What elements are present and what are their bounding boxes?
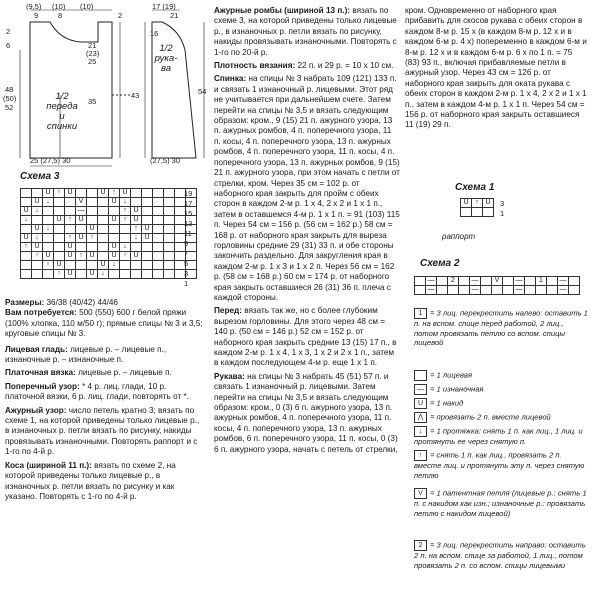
k2tog-icon: ⋀ bbox=[414, 412, 427, 423]
chart-cell: U bbox=[120, 189, 131, 198]
cell-knit bbox=[472, 208, 483, 217]
front-side-num-1: 21 bbox=[88, 41, 97, 50]
chart-cell: U bbox=[54, 261, 65, 270]
chart-cell bbox=[98, 216, 109, 225]
sleeve-label: 1/2 рука- ва bbox=[154, 43, 178, 74]
chart-cell bbox=[76, 189, 87, 198]
chart-cell bbox=[547, 277, 558, 286]
front-outline bbox=[30, 22, 112, 158]
chart-cell bbox=[131, 270, 142, 279]
chart-cell: ↑ bbox=[109, 189, 120, 198]
chart-cell bbox=[131, 198, 142, 207]
front-side-num-3: 25 bbox=[88, 57, 97, 66]
chart-cell bbox=[98, 252, 109, 261]
schema2-title: Схема 2 bbox=[420, 258, 460, 269]
chart-cell bbox=[131, 261, 142, 270]
schema3-row-number: 1 bbox=[184, 279, 189, 288]
chart-cell: 1 bbox=[536, 277, 547, 286]
chart-cell: ↑ bbox=[54, 189, 65, 198]
schema1-row-1: 1 bbox=[500, 209, 505, 218]
chart-cell bbox=[142, 261, 153, 270]
chart-cell bbox=[481, 286, 492, 295]
chart-cell bbox=[142, 243, 153, 252]
chart-cell: U bbox=[142, 225, 153, 234]
schema3-row-number: 13 bbox=[184, 219, 193, 228]
chart-cell bbox=[65, 198, 76, 207]
chart-cell: U bbox=[76, 234, 87, 243]
chart-cell bbox=[120, 270, 131, 279]
chart-cell bbox=[120, 234, 131, 243]
chart-cell: — bbox=[559, 286, 567, 293]
chart-cell bbox=[153, 207, 164, 216]
chart-cell: ↑ bbox=[87, 234, 98, 243]
chart-cell bbox=[98, 225, 109, 234]
rapport-label: раппорт bbox=[442, 232, 476, 241]
chart-cell bbox=[21, 225, 32, 234]
chart-cell: — bbox=[471, 286, 479, 293]
chart-cell: U bbox=[109, 216, 120, 225]
chart-cell bbox=[21, 198, 32, 207]
chart-cell bbox=[131, 243, 142, 252]
chart-cell bbox=[164, 207, 175, 216]
chart-cell bbox=[547, 286, 558, 295]
chart-cell bbox=[153, 243, 164, 252]
front-top-num-5: (10) bbox=[80, 2, 94, 11]
chart-cell bbox=[153, 270, 164, 279]
chart-cell: U bbox=[21, 207, 32, 216]
chart-cell bbox=[437, 286, 448, 295]
chart-cell bbox=[32, 189, 43, 198]
chart-cell bbox=[525, 286, 536, 295]
chart-cell bbox=[142, 198, 153, 207]
chart-cell bbox=[164, 252, 175, 261]
chart-cell: U bbox=[131, 252, 142, 261]
schema2-grid bbox=[414, 276, 580, 295]
chart-cell: ↓ bbox=[32, 207, 43, 216]
schema3-row-number: 3 bbox=[184, 269, 189, 278]
chart-cell bbox=[32, 270, 43, 279]
chart-cell bbox=[98, 234, 109, 243]
patent-stitch-icon: V bbox=[414, 488, 427, 499]
chart-cell: ↑ bbox=[65, 234, 76, 243]
chart-cell: U bbox=[131, 207, 142, 216]
chart-cell bbox=[98, 198, 109, 207]
front-top-right: 2 bbox=[118, 11, 123, 20]
chart-cell bbox=[481, 277, 492, 286]
schema3-row-number: 17 bbox=[184, 199, 193, 208]
chart-cell: ↓ bbox=[109, 261, 120, 270]
chart-cell: V bbox=[76, 198, 87, 207]
chart-cell bbox=[164, 189, 175, 198]
chart-cell: ↑ bbox=[120, 252, 131, 261]
chart-cell bbox=[142, 270, 153, 279]
chart-cell bbox=[569, 277, 580, 286]
front-top-num-4: 8 bbox=[58, 11, 63, 20]
chart-cell bbox=[120, 261, 131, 270]
chart-cell: — bbox=[515, 277, 523, 284]
chart-cell bbox=[43, 234, 54, 243]
sleeve-h-mid: 16 bbox=[150, 29, 159, 38]
front-left-num-1: 2 bbox=[6, 27, 11, 36]
chart-cell bbox=[153, 234, 164, 243]
chart-cell bbox=[21, 252, 32, 261]
middle-text-column: Ажурные ромбы (шириной 13 п.): вязать по схеме 3, на которой приведены только лицевые р., в изнаночных р. петли вязать по рисунку, накиды провязывать изнаночными. Повторять с 1-го по 20-й р. Плотность вязания: 22 п. и 29 р. = 10 х 10 см. Спинка: на спицы № 3 набрать 109 (121) 133 п. и связать 1 изнаночный р. лицевыми. Этот ряд не учитывается при дальнейшем счете. Затем перейти на спицы № 3,5 и вязать следующим образом: кром., 9 (15) 21 п. ажурного узора, 13 п. ажурных ромбов, 4 п. поперечного узора, 11 п. косы, 4 п. поперечного узора, 13 п. ажурных ромбов, 4 п. поперечного узора, 11 п. косы, 4 п. поперечного узора, 13 п. ажурных ромбов, 9 (15) 21 п. ажурного узора, при этом начать с петли от стрелки, кром. Через 35 см = 102 р. от наборного края закрыть для пройм с обеих сторон в каждом 2-м р. 1 х 4, 2 х 2 и 1 х 1 п., затем в оставшемся 4-м р. 1 х 1 п. = 91 (103) 115 п. Через 54 см = 156 р. (56 см = 162 р.) 58 см = 168 р. от наборного края закрыть для выреза горловины средние 29 (31) 33 п. и обе стороны закончить раздельно. Для закругления края в каждом 2-м р. 1 х 3 и 1 х 2 п. Через 56 см = 162 р. (58 см = 168 р.) 60 см = 174 р. от наборного края закрыть оставшиеся 26 (31) 36 п. плеча с каждой стороны. Перед: вязать так же, но с более глубоким вырезом горловины. Для этого через 48 см = 140 р. (50 см = 146 р.) 52 см = 152 р. от наборного края закрыть средние 13 (15) 17 п., в каждом 2-м р. 1 х 4, 1 х 3, 1 х 2 и 2 х 1 п., затем в каждом последующем 4-м р. еще 1 х 1 п. Рукава: на спицы № 3 набрать 45 (51) 57 п. и связать 1 изнаночный р. лицевыми. Затем перейти на спицы № 3,5 и вязать следующим образом: кром., 0 (3) 6 п. ажурного узора, 13 п. ажурных ромбов, 4 п. поперечного узора, 11 п. косы, 4 п. поперечного узора, 13 п. ажурных ромбов, 6 п. поперечного узора, 11 п. косы, 0 (3) 6 п. ажурного узора, начать с петель от стрелки, bbox=[214, 6, 400, 454]
chart-cell bbox=[109, 207, 120, 216]
chart-cell bbox=[87, 189, 98, 198]
sk2p-icon: ↑ bbox=[414, 450, 427, 461]
chart-cell: — bbox=[427, 277, 435, 284]
chart-cell: ↑ bbox=[65, 216, 76, 225]
chart-cell bbox=[164, 243, 175, 252]
chart-cell bbox=[21, 261, 32, 270]
schema3-row-number: 7 bbox=[184, 249, 189, 258]
chart-cell bbox=[415, 277, 426, 286]
chart-cell bbox=[109, 225, 120, 234]
cell-knit bbox=[461, 208, 472, 217]
chart-cell: ↓ bbox=[131, 234, 142, 243]
chart-cell bbox=[87, 243, 98, 252]
schema1-row-3: 3 bbox=[500, 199, 505, 208]
chart-cell bbox=[32, 261, 43, 270]
chart-cell bbox=[120, 225, 131, 234]
chart-cell bbox=[21, 189, 32, 198]
chart-cell: ↑ bbox=[120, 216, 131, 225]
chart-cell bbox=[448, 286, 459, 295]
sleeve-top2: 21 bbox=[170, 11, 179, 20]
sleeve-h-left: 43 bbox=[131, 91, 140, 100]
front-height-1: 48 bbox=[5, 85, 14, 94]
chart-cell bbox=[164, 216, 175, 225]
schema3-row-number: 5 bbox=[184, 259, 189, 268]
chart-cell bbox=[43, 270, 54, 279]
cell-yo: U bbox=[483, 199, 494, 208]
front-height-mid: 35 bbox=[88, 97, 97, 106]
chart-cell: U bbox=[21, 234, 32, 243]
chart-cell bbox=[142, 252, 153, 261]
chart-cell: ↓ bbox=[21, 216, 32, 225]
symbol-legend: 1 = 3 лиц. перекрестить налево: оставить 1 п. на вспом. спице перед работой, 2 лиц., потом провязать петлю со вспом. спицы лицевой = 1 лицевая — = 1 изнаночная U = 1 накид ⋀ = провязать 2 п. вместе лицевой ↓ = 1 протяжка: снять 1 п. как лиц., 1 лиц. и протянуть ее через снятую п. ↑ = снять 1 п. как лиц., провязать 2 п. вместе лиц. и протянуть эту п. через снятую петлю V = 1 патентная петля (лицевые р.: снять 1 п. с накидом как изн.; изнаночные р.: провязать петлю с накидом лицевой) 2 = 3 лиц. перекрестить направо: оставить 2 п. на вспом. спице за работой, 1 лиц., потом провязать 2 п. со вспом. спицы лицевыми bbox=[414, 308, 588, 570]
chart-cell bbox=[569, 286, 580, 295]
chart-cell bbox=[153, 252, 164, 261]
front-height-3: 52 bbox=[5, 103, 14, 112]
chart-cell: ↓ bbox=[98, 270, 109, 279]
chart-cell: U bbox=[32, 243, 43, 252]
yarn-over-icon: U bbox=[414, 398, 427, 409]
cross-left-icon: 1 bbox=[414, 308, 427, 319]
chart-cell: — bbox=[559, 277, 567, 284]
chart-cell: U bbox=[65, 243, 76, 252]
chart-cell bbox=[164, 270, 175, 279]
schema1-grid bbox=[460, 198, 494, 217]
chart-cell bbox=[87, 216, 98, 225]
chart-cell bbox=[76, 225, 87, 234]
chart-cell: U bbox=[43, 252, 54, 261]
cell-knit bbox=[483, 208, 494, 217]
chart-cell bbox=[65, 207, 76, 216]
chart-cell bbox=[459, 286, 470, 295]
chart-cell bbox=[76, 243, 87, 252]
cell-yo: U bbox=[461, 199, 472, 208]
chart-cell: U bbox=[87, 225, 98, 234]
chart-cell bbox=[76, 270, 87, 279]
chart-cell bbox=[153, 189, 164, 198]
chart-cell: — bbox=[427, 286, 435, 293]
front-label: 1/2 переда и спинки bbox=[46, 91, 78, 132]
schema1-title: Схема 1 bbox=[455, 182, 495, 193]
chart-cell: — bbox=[515, 286, 523, 293]
chart-cell: U bbox=[98, 189, 109, 198]
chart-cell: ↑ bbox=[43, 261, 54, 270]
chart-cell: U bbox=[32, 225, 43, 234]
chart-cell: ↑ bbox=[21, 243, 32, 252]
chart-cell bbox=[87, 261, 98, 270]
chart-cell bbox=[98, 207, 109, 216]
chart-cell: ↑ bbox=[120, 207, 131, 216]
chart-cell: U bbox=[109, 243, 120, 252]
front-height-2: (50) bbox=[3, 94, 17, 103]
chart-cell bbox=[536, 286, 547, 295]
chart-cell: U bbox=[87, 252, 98, 261]
chart-cell bbox=[43, 216, 54, 225]
chart-cell bbox=[153, 198, 164, 207]
purl-icon: — bbox=[414, 384, 427, 395]
chart-cell bbox=[142, 207, 153, 216]
schema3-row-number: 15 bbox=[184, 209, 193, 218]
chart-cell bbox=[54, 243, 65, 252]
chart-cell: U bbox=[65, 270, 76, 279]
front-side-num-2: (23) bbox=[86, 49, 100, 58]
chart-cell: 2 bbox=[448, 277, 459, 286]
chart-cell bbox=[43, 207, 54, 216]
chart-cell: U bbox=[98, 261, 109, 270]
schema3-row-number: 9 bbox=[184, 239, 189, 248]
chart-cell bbox=[164, 261, 175, 270]
chart-cell bbox=[415, 286, 426, 295]
chart-cell: U bbox=[65, 189, 76, 198]
chart-cell bbox=[164, 198, 175, 207]
sleeve-h-right: 54 bbox=[198, 87, 207, 96]
chart-cell: U bbox=[131, 216, 142, 225]
chart-cell: ↑ bbox=[54, 270, 65, 279]
chart-cell: U bbox=[65, 252, 76, 261]
chart-cell: ↑ bbox=[32, 252, 43, 261]
chart-cell: U bbox=[109, 252, 120, 261]
chart-cell: ↓ bbox=[120, 198, 131, 207]
front-left-num-2: 6 bbox=[6, 41, 11, 50]
chart-cell bbox=[164, 234, 175, 243]
chart-cell: U bbox=[109, 198, 120, 207]
schema3-title: Схема 3 bbox=[20, 171, 60, 182]
chart-cell bbox=[65, 225, 76, 234]
chart-cell: ↓ bbox=[32, 234, 43, 243]
cross-right-icon: 2 bbox=[414, 540, 427, 551]
chart-cell bbox=[54, 225, 65, 234]
chart-cell bbox=[437, 277, 448, 286]
chart-cell bbox=[153, 216, 164, 225]
chart-cell: ↑ bbox=[76, 252, 87, 261]
knit-icon bbox=[414, 370, 427, 381]
chart-cell: — bbox=[471, 277, 479, 284]
cell-sk2p: ↑ bbox=[472, 199, 483, 208]
chart-cell bbox=[54, 234, 65, 243]
chart-cell bbox=[142, 189, 153, 198]
pull-icon: ↓ bbox=[414, 426, 427, 437]
chart-cell bbox=[76, 261, 87, 270]
sleeve-top: 17 (19) bbox=[152, 2, 176, 11]
chart-cell: U bbox=[142, 234, 153, 243]
front-bottom: 25 (27,5) 30 bbox=[30, 156, 71, 165]
chart-cell: — bbox=[77, 207, 85, 214]
chart-cell bbox=[43, 243, 54, 252]
schema3-grid bbox=[20, 188, 197, 279]
chart-cell bbox=[54, 252, 65, 261]
chart-cell: ↓ bbox=[43, 198, 54, 207]
front-top-num-1: (9,5) bbox=[26, 2, 42, 11]
chart-cell bbox=[87, 198, 98, 207]
sleeve-bottom: (27,5) 30 bbox=[150, 156, 181, 165]
chart-cell bbox=[164, 225, 175, 234]
chart-cell bbox=[65, 261, 76, 270]
right-text-column: кром. Одновременно от наборного края прибавить для скосов рукава с обеих сторон в каждом 8-м р. 15 х (в каждом 8-м р. 12 х и в каждом 6-м р. 4 х) попеременно в каждом 6-м и 8-м р. 12 х и в каждом 6-м р. 6 х по 1 п. = 75 (83) 93 п., включая прибавляемые петли в ажурный узор. Через 43 см = 126 р. от наборного края закрыть для оката рукава с обеих сторон в каждом 2-м р. 1 х 4, 2 х 2 и 1 х 1 п., затем в каждом 4-м р. 1 х 1 п. Через 54 см = 156 р. от наборного края закрыть оставшиеся 11 (19) 29 п. bbox=[405, 6, 587, 130]
chart-cell bbox=[153, 261, 164, 270]
chart-cell: ↓ bbox=[120, 243, 131, 252]
chart-cell: U bbox=[87, 270, 98, 279]
chart-cell bbox=[109, 270, 120, 279]
chart-cell bbox=[459, 277, 470, 286]
chart-cell bbox=[21, 270, 32, 279]
chart-cell: U bbox=[54, 216, 65, 225]
chart-cell bbox=[98, 243, 109, 252]
chart-cell bbox=[503, 277, 514, 286]
chart-cell bbox=[32, 216, 43, 225]
chart-cell: U bbox=[76, 216, 87, 225]
chart-cell bbox=[54, 198, 65, 207]
chart-cell bbox=[503, 286, 514, 295]
chart-cell: U bbox=[43, 189, 54, 198]
front-top-num-3: (10) bbox=[52, 2, 66, 11]
chart-cell: U bbox=[32, 198, 43, 207]
chart-cell bbox=[109, 234, 120, 243]
chart-cell bbox=[142, 216, 153, 225]
chart-cell bbox=[54, 207, 65, 216]
front-top-num-2: 9 bbox=[34, 11, 39, 20]
chart-cell bbox=[87, 207, 98, 216]
chart-cell bbox=[153, 225, 164, 234]
chart-cell bbox=[492, 286, 503, 295]
chart-cell bbox=[131, 189, 142, 198]
schema3-row-number: 11 bbox=[184, 229, 192, 238]
left-text-column: Размеры: 36/38 (40/42) 44/46 Вам потребуется: 500 (550) 600 г белой пряжи (100% хлопка, 110 м/50 г); прямые спицы № 3 и 3,5; круговые спицы № 3. Лицевая гладь: лицевые р. – лицевые п., изнаночные р. – изнаночные п. Платочная вязка: лицевые р. – лицевые п. Поперечный узор: * 4 р. лиц. глади, 10 р. платочной вязки, 6 р. лиц. глади, повторять от *. Ажурный узор: число петель кратно 3; вязать по схеме 1, на которой приведены только лицевые р., в изнаночных р. петли вязать по рисунку, накиды провязывать изнаночными. Повторять раппорт и с 1-го по 4-й р. Коса (шириной 11 п.): вязать по схеме 2, на которой приведены только лицевые р., в изнаночных р. петли вязать по рисунку и как указано. Повторять с 1-го по 4-й р. bbox=[5, 298, 203, 501]
chart-cell: ↑ bbox=[131, 225, 142, 234]
chart-cell bbox=[525, 277, 536, 286]
chart-cell: ↓ bbox=[43, 225, 54, 234]
schema3-row-number: 19 bbox=[184, 189, 193, 198]
chart-cell: V bbox=[492, 277, 503, 286]
